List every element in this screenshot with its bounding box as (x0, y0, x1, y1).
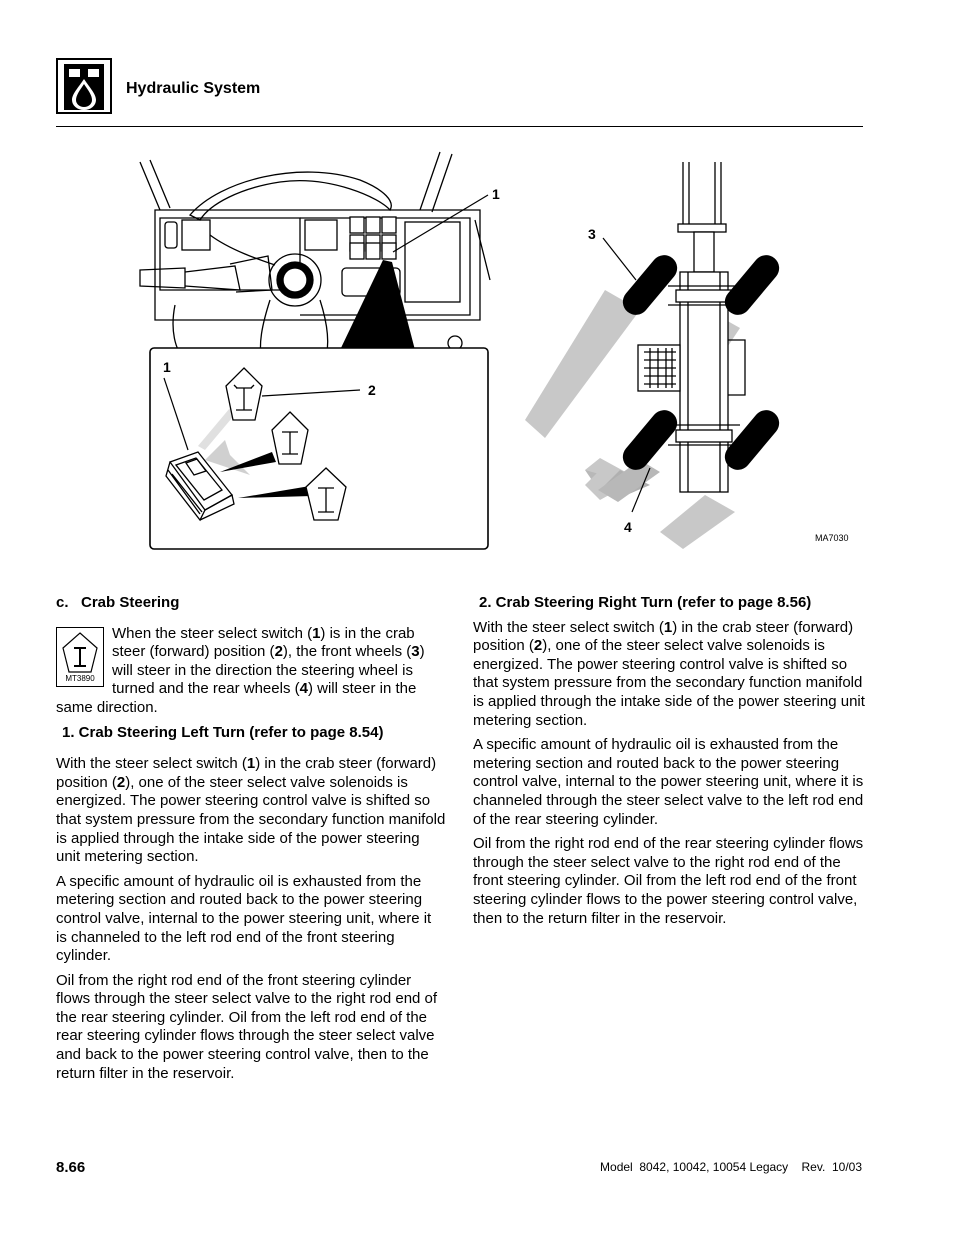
right-turn-heading: 2. Crab Steering Right Turn (refer to page 8.56) (479, 594, 812, 611)
model-info: Model 8042, 10042, 10054 Legacy Rev. 10/03 (600, 1160, 862, 1174)
callout-1-inset: 1 (163, 359, 171, 375)
callout-line-3 (603, 238, 636, 280)
intro-paragraph: When the steer select switch (1) is in the crab steer (forward) position (2), the front wheels (3) will steer in the direction the steering wheel is turned and the rear wheels (4) will steer in the same direction. (56, 624, 425, 716)
page-number: 8.66 (56, 1159, 86, 1176)
front-left-wheel (618, 250, 683, 320)
icon-caption: MT3890 (65, 673, 95, 683)
callout-1-top: 1 (492, 186, 500, 202)
section-title: Hydraulic System (126, 80, 261, 97)
figure-illustration (0, 140, 954, 570)
right-turn-paragraph-2: A specific amount of hydraulic oil is exhausted from the metering section and routed back to the power steering control valve, internal to the power steering unit, where it is channeled through the steer select valve to the left rod end of the rear steering cylinder. (473, 736, 864, 828)
hydraulic-system-icon (56, 58, 112, 114)
callout-3: 3 (588, 226, 596, 242)
switch-panel (350, 217, 396, 259)
section-heading: c. Crab Steering (56, 594, 180, 611)
left-turn-paragraph-2: A specific amount of hydraulic oil is exhausted from the metering section and routed back to the power steering control valve, internal to the power steering unit, where it is channeled to the left rod end of the front steering cylinder. (56, 872, 432, 965)
left-turn-paragraph-3: Oil from the right rod end of the front steering cylinder flows through the steer select valve to the right rod end of the rear steering cylinder. Oil from the left rod end of the rear steering cylinder flows through the steer select valve and back to the power steering control valve, then to the return filter in the reservoir. (56, 971, 438, 1082)
left-turn-paragraph-1: With the steer select switch (1) in the crab steer (forward) position (2), one of the steer select valve solenoids is energized. The power steering control valve is shifted so that system pressure from the secondary function manifold is applied through the intake side of the power steering unit metering section. (56, 755, 446, 866)
intro-block (56, 625, 446, 724)
right-turn-paragraph-3: Oil from the right rod end of the rear steering cylinder flows through the steer select valve to the right rod end of the front steering cylinder. Oil from the left rod end of the front steering cylinder flows to the power steering control valve, then to the return filter in the reservoir. (473, 835, 864, 927)
chassis-illustration (525, 162, 784, 549)
crab-steering-figure (0, 140, 954, 570)
dashboard-illustration (140, 152, 490, 360)
front-right-wheel (720, 250, 785, 320)
right-column (473, 594, 865, 934)
right-turn-paragraph-1: With the steer select switch (1) in the crab steer (forward) position (2), one of the steer select valve solenoids is energized. The power steering control valve is shifted so that system pressure from the secondary function manifold is applied through the intake side of the power steering unit metering section. (473, 618, 865, 729)
callout-line-1-top (393, 195, 488, 252)
crab-steer-icon (56, 627, 104, 687)
left-column (56, 594, 446, 1089)
callout-4: 4 (624, 519, 632, 535)
focus-wedge (340, 260, 415, 350)
callout-2: 2 (368, 382, 376, 398)
figure-code: MA7030 (815, 533, 849, 543)
rear-left-wheel (618, 405, 683, 475)
left-turn-heading: 1. Crab Steering Left Turn (refer to page 8.54) (62, 723, 384, 741)
header-divider (56, 126, 863, 127)
